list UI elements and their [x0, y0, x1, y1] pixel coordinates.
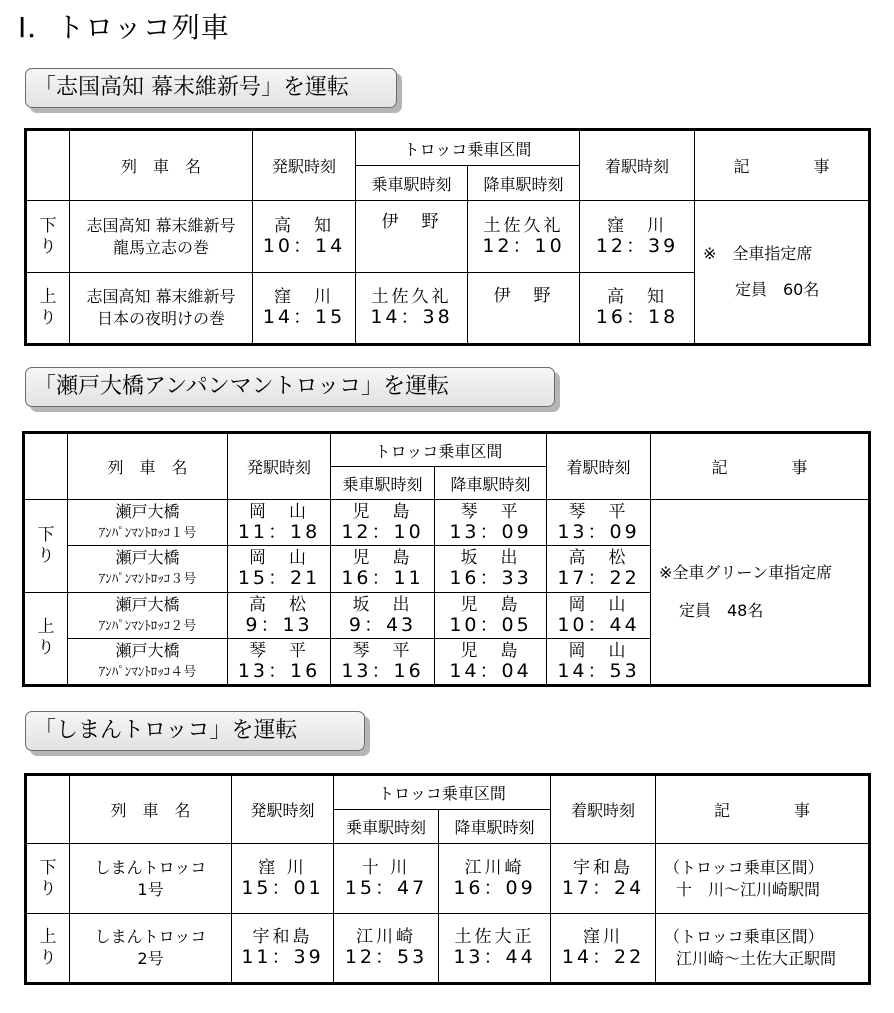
header-trolley-section: トロッコ乗車区間: [331, 433, 547, 467]
header-train-name: 列 車 名: [70, 775, 232, 844]
header-corner: [26, 775, 70, 844]
header-alighting: 降車駅時刻: [468, 166, 580, 201]
boarding-cell: 児 島 12：10: [331, 499, 435, 546]
direction-up: 上 り: [26, 914, 70, 984]
departure-cell: 高 知 10：14: [253, 201, 356, 273]
header-corner: [24, 433, 68, 500]
train-name: 瀬戸大橋 ｱﾝﾊﾟﾝﾏﾝﾄﾛｯｺ１号: [68, 499, 228, 546]
header-trolley-section: トロッコ乗車区間: [334, 775, 551, 810]
header-trolley-section: トロッコ乗車区間: [356, 130, 580, 166]
train-name: しまんトロッコ 1号: [70, 844, 232, 914]
alighting-cell: 児 島 14：04: [435, 639, 547, 686]
direction-down: 下 り: [24, 499, 68, 592]
header-departure: 発駅時刻: [228, 433, 331, 500]
section-heading-anpanman: 「瀬戸大橋アンパンマントロッコ」を運転: [25, 367, 555, 407]
notes-cell: ※全車グリーン車指定席 定員 48名: [651, 499, 870, 685]
alighting-cell: 坂 出 16：33: [435, 546, 547, 593]
boarding-cell: 児 島 16：11: [331, 546, 435, 593]
departure-cell: 宇和島 11：39: [232, 914, 334, 984]
section-heading-shiman: 「しまんトロッコ」を運転: [25, 711, 365, 751]
header-arrival: 着駅時刻: [547, 433, 651, 500]
alighting-cell: 伊 野: [468, 273, 580, 345]
direction-down: 下 り: [26, 844, 70, 914]
header-departure: 発駅時刻: [253, 130, 356, 201]
departure-cell: 岡 山 15：21: [228, 546, 331, 593]
departure-cell: 琴 平 13：16: [228, 639, 331, 686]
train-name: 志国高知 幕末維新号 龍馬立志の巻: [70, 201, 253, 273]
notes-cell: （トロッコ乗車区間） 十 川～江川崎駅間: [656, 844, 870, 914]
header-arrival: 着駅時刻: [551, 775, 656, 844]
arrival-cell: 窪川 14：22: [551, 914, 656, 984]
alighting-cell: 児 島 10：05: [435, 592, 547, 639]
direction-up: 上 り: [24, 592, 68, 685]
boarding-cell: 土佐久礼 14：38: [356, 273, 468, 345]
header-corner: [26, 130, 70, 201]
header-alighting: 降車駅時刻: [435, 467, 547, 499]
departure-cell: 窪 川 14：15: [253, 273, 356, 345]
arrival-cell: 高 松 17：22: [547, 546, 651, 593]
notes-cell: ※ 全車指定席 定員 60名: [695, 201, 870, 345]
section-heading-bakumatsu: 「志国高知 幕末維新号」を運転: [25, 68, 397, 108]
train-name: しまんトロッコ 2号: [70, 914, 232, 984]
train-name: 瀬戸大橋 ｱﾝﾊﾟﾝﾏﾝﾄﾛｯｺ２号: [68, 592, 228, 639]
departure-cell: 岡 山 11：18: [228, 499, 331, 546]
timetable-bakumatsu: [24, 128, 871, 346]
header-notes: 記 事: [656, 775, 870, 844]
header-train-name: 列 車 名: [70, 130, 253, 201]
alighting-cell: 土佐久礼 12：10: [468, 201, 580, 273]
timetable-shiman: [24, 773, 871, 985]
header-notes: 記 事: [695, 130, 870, 201]
train-name: 瀬戸大橋 ｱﾝﾊﾟﾝﾏﾝﾄﾛｯｺ３号: [68, 546, 228, 593]
arrival-cell: 岡 山 10：44: [547, 592, 651, 639]
header-notes: 記 事: [651, 433, 870, 500]
arrival-cell: 宇和島 17：24: [551, 844, 656, 914]
boarding-cell: 坂 出 9：43: [331, 592, 435, 639]
header-arrival: 着駅時刻: [580, 130, 695, 201]
notes-cell: （トロッコ乗車区間） 江川崎～土佐大正駅間: [656, 914, 870, 984]
arrival-cell: 岡 山 14：53: [547, 639, 651, 686]
boarding-cell: 琴 平 13：16: [331, 639, 435, 686]
alighting-cell: 土佐大正 13：44: [439, 914, 551, 984]
train-name: 志国高知 幕末維新号 日本の夜明けの巻: [70, 273, 253, 345]
departure-cell: 高 松 9：13: [228, 592, 331, 639]
header-alighting: 降車駅時刻: [439, 810, 551, 844]
arrival-cell: 窪 川 12：39: [580, 201, 695, 273]
page-title: Ⅰ．トロッコ列車: [18, 11, 230, 44]
header-boarding: 乗車駅時刻: [356, 166, 468, 201]
train-name: 瀬戸大橋 ｱﾝﾊﾟﾝﾏﾝﾄﾛｯｺ４号: [68, 639, 228, 686]
header-boarding: 乗車駅時刻: [334, 810, 439, 844]
table-row: [26, 914, 870, 984]
timetable-anpanman: [22, 431, 871, 687]
table-row: [26, 844, 870, 914]
boarding-cell: 江川崎 12：53: [334, 914, 439, 984]
alighting-cell: 琴 平 13：09: [435, 499, 547, 546]
table-row: [26, 201, 870, 273]
header-boarding: 乗車駅時刻: [331, 467, 435, 499]
arrival-cell: 高 知 16：18: [580, 273, 695, 345]
header-train-name: 列 車 名: [68, 433, 228, 500]
boarding-cell: 十 川 15：47: [334, 844, 439, 914]
direction-down: 下 り: [26, 201, 70, 273]
boarding-cell: 伊 野: [356, 201, 468, 273]
direction-up: 上 り: [26, 273, 70, 345]
arrival-cell: 琴 平 13：09: [547, 499, 651, 546]
alighting-cell: 江川崎 16：09: [439, 844, 551, 914]
departure-cell: 窪 川 15：01: [232, 844, 334, 914]
header-departure: 発駅時刻: [232, 775, 334, 844]
table-row: [24, 499, 870, 546]
